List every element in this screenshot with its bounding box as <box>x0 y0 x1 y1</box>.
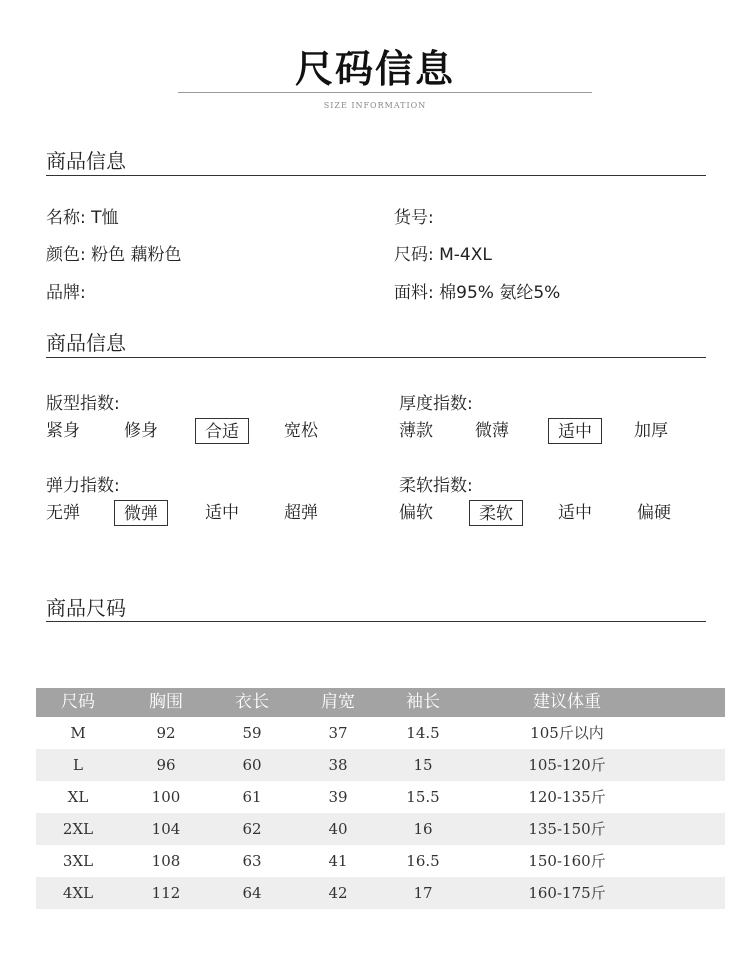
section-divider <box>46 357 706 358</box>
header-chest: 胸围 <box>149 692 183 712</box>
cell-sleeve: 15.5 <box>406 788 440 806</box>
cell-length: 60 <box>242 756 262 774</box>
cell-weight: 160-175斤 <box>528 884 606 902</box>
softness-index-title: 柔软指数: <box>399 476 473 496</box>
fit-option-loose: 宽松 <box>284 421 318 441</box>
cell-size: 4XL <box>62 884 94 902</box>
product-brand: 品牌: <box>46 283 86 303</box>
header-size: 尺码 <box>61 692 95 712</box>
cell-chest: 96 <box>156 756 176 774</box>
section-title-size-chart: 商品尺码 <box>46 596 126 620</box>
cell-weight: 135-150斤 <box>528 820 606 838</box>
section-title-indices: 商品信息 <box>46 331 126 355</box>
cell-chest: 104 <box>151 820 181 838</box>
elasticity-index-title: 弹力指数: <box>46 476 120 496</box>
table-row <box>36 781 725 813</box>
product-size-range: 尺码: M-4XL <box>394 245 492 265</box>
page-subtitle: SIZE INFORMATION <box>323 101 427 110</box>
cell-shoulder: 39 <box>328 788 348 806</box>
fit-option-regular-selected: 合适 <box>195 418 249 444</box>
cell-size: XL <box>67 788 89 806</box>
softness-option-soft-selected: 柔软 <box>469 500 523 526</box>
header-length: 衣长 <box>235 692 269 712</box>
cell-sleeve: 17 <box>413 884 433 902</box>
cell-shoulder: 42 <box>328 884 348 902</box>
cell-chest: 92 <box>156 724 176 742</box>
cell-size: 3XL <box>62 852 94 870</box>
header-sleeve: 袖长 <box>406 692 440 712</box>
section-divider <box>46 175 706 176</box>
softness-option-soft-ish: 偏软 <box>399 503 433 523</box>
cell-weight: 105-120斤 <box>528 756 606 774</box>
cell-length: 64 <box>242 884 262 902</box>
title-divider <box>178 92 592 93</box>
thickness-option-thick: 加厚 <box>634 421 668 441</box>
size-table-body <box>0 717 750 917</box>
elasticity-option-medium: 适中 <box>205 503 239 523</box>
cell-sleeve: 16 <box>413 820 433 838</box>
cell-chest: 108 <box>151 852 181 870</box>
section-divider <box>46 621 706 622</box>
fit-index-title: 版型指数: <box>46 394 120 414</box>
product-fabric: 面料: 棉95% 氨纶5% <box>394 283 561 303</box>
page-title: 尺码信息 <box>294 47 455 91</box>
cell-sleeve: 15 <box>413 756 433 774</box>
cell-sleeve: 14.5 <box>406 724 440 742</box>
table-row <box>36 749 725 781</box>
table-row <box>36 813 725 845</box>
cell-sleeve: 16.5 <box>406 852 440 870</box>
cell-weight: 120-135斤 <box>528 788 606 806</box>
thickness-option-medium-selected: 适中 <box>548 418 602 444</box>
elasticity-option-slight-selected: 微弹 <box>114 500 168 526</box>
softness-option-hard: 偏硬 <box>637 503 671 523</box>
elasticity-option-none: 无弹 <box>46 503 80 523</box>
table-row <box>36 717 725 749</box>
cell-shoulder: 40 <box>328 820 348 838</box>
cell-length: 59 <box>242 724 262 742</box>
cell-shoulder: 41 <box>328 852 348 870</box>
cell-length: 63 <box>242 852 262 870</box>
cell-weight: 150-160斤 <box>528 852 606 870</box>
softness-option-medium: 适中 <box>558 503 592 523</box>
header-weight: 建议体重 <box>533 692 601 712</box>
cell-shoulder: 38 <box>328 756 348 774</box>
elasticity-option-super: 超弹 <box>284 503 318 523</box>
thickness-index-title: 厚度指数: <box>399 394 473 414</box>
product-item-no: 货号: <box>394 208 434 228</box>
fit-option-tight: 紧身 <box>46 421 80 441</box>
cell-size: L <box>73 756 83 774</box>
product-name: 名称: T恤 <box>46 208 119 228</box>
product-color: 颜色: 粉色 藕粉色 <box>46 245 182 265</box>
section-title-product-info: 商品信息 <box>46 149 126 173</box>
thickness-option-slightly-thin: 微薄 <box>475 421 509 441</box>
cell-shoulder: 37 <box>328 724 348 742</box>
cell-length: 62 <box>242 820 262 838</box>
fit-option-slim: 修身 <box>124 421 158 441</box>
cell-weight: 105斤以内 <box>530 724 604 742</box>
header-shoulder: 肩宽 <box>321 692 355 712</box>
cell-chest: 100 <box>151 788 181 806</box>
thickness-option-thin: 薄款 <box>399 421 433 441</box>
cell-chest: 112 <box>151 884 181 902</box>
cell-size: 2XL <box>62 820 94 838</box>
cell-size: M <box>70 724 86 742</box>
table-row <box>36 877 725 909</box>
size-table-header <box>36 688 725 717</box>
table-row <box>36 845 725 877</box>
cell-length: 61 <box>242 788 262 806</box>
